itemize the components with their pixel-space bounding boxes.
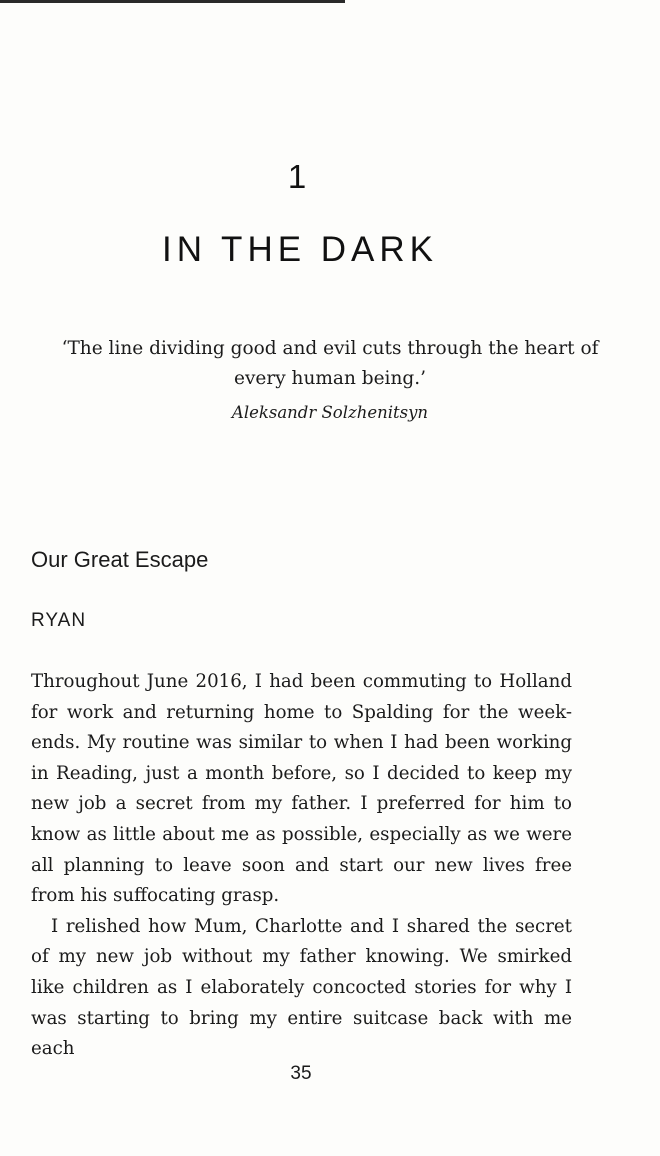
epigraph-quote: ‘The line dividing good and evil cuts through the heart of every human being.’ xyxy=(61,338,599,389)
chapter-title: IN THE DARK xyxy=(161,230,439,269)
body-paragraph: I relished how Mum, Charlotte and I shared the secret of my new job without my father knowing. We smirked like children as I elaborately concocted stories for why I was starting to bring my entire suitcase back with me each xyxy=(31,915,572,1060)
page-number: 35 xyxy=(290,1063,312,1084)
body-text xyxy=(31,667,572,1065)
narrator-label: RYAN xyxy=(31,610,87,631)
top-rule xyxy=(0,0,345,3)
epigraph-author: Aleksandr Solzhenitsyn xyxy=(231,403,429,422)
body-paragraph: Throughout June 2016, I had been commuting to Holland for work and returning home to Spalding for the week-ends. My routine was similar to when I had been working in Reading, just a month before, so I decided to keep my new job a secret from my father. I preferred for him to know as little about me as possible, especially as we were all planning to leave soon and start our new lives free from his suffocating grasp. xyxy=(31,671,572,907)
chapter-number: 1 xyxy=(287,158,307,195)
section-heading: Our Great Escape xyxy=(31,547,209,572)
